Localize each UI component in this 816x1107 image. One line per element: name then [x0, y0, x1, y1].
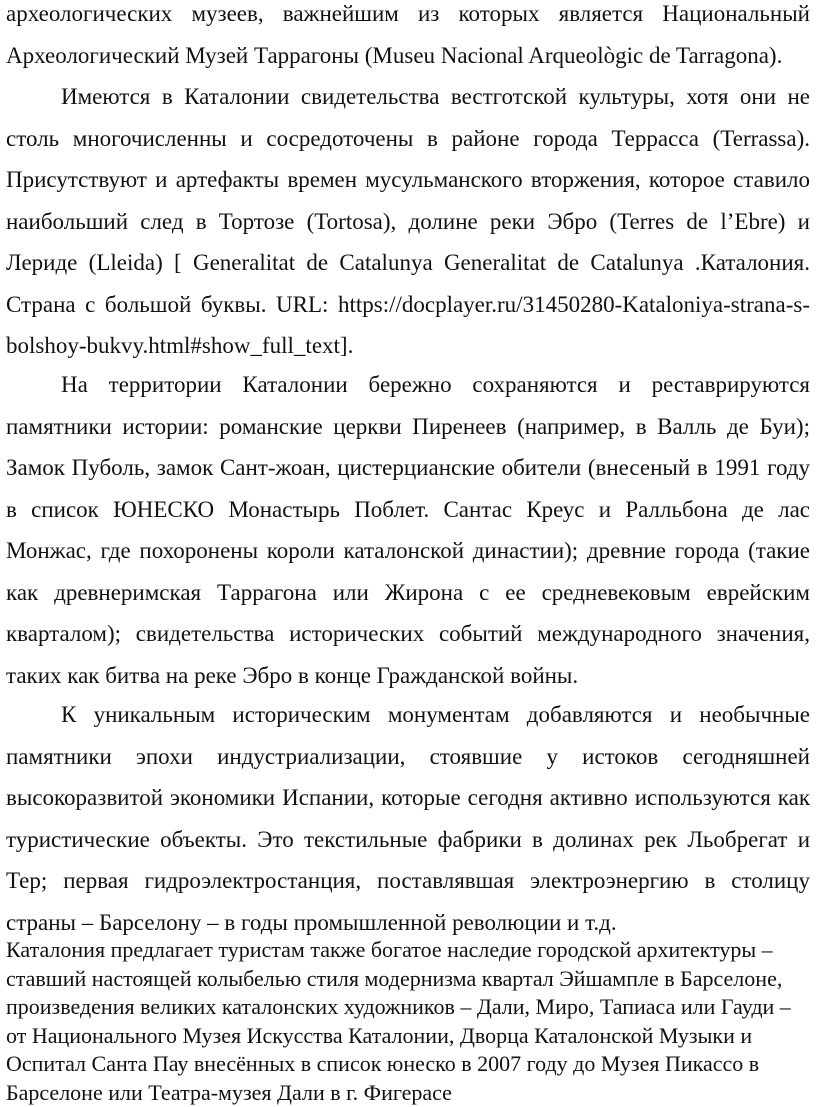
paragraph-visigothic: Имеются в Каталонии свидетельства вестготской культуры, хотя они не столь многочисленны и сосредоточены в районе города Террасса (Terrassa). Присутствуют и артефакты времен мусульманского вторжения, которое ставило наибольший след в Тортозе (Tortosa), долине реки Эбро (Terres de l’Ebre) и Лериде (Lleida) [ Generalitat de Catalunya Generalitat de Catalunya .Каталония. Страна с большой буквы. URL: https://docplayer.ru/31450280-Kataloniya-strana-s-bolshoy-bukvy.html#show_full_text].: [6, 84, 810, 358]
paragraph-architecture: Каталония предлагает туристам также богатое наследие городской архитектуры – ставший настоящей колыбелью стиля модернизма квартал Эйшампле в Барселоне, произведения великих каталонских художников – Дали, Миро, Тапиаса или Гауди – от Национального Музея Искусства Каталонии, Дворца Каталонской Музыки и Оспитал Санта Пау внесённых в список юнеско в 2007 году до Музея Пикассо в Барселоне или Театра-музея Дали в г. Фигерасе: [6, 937, 791, 1105]
paragraph-industrial: К уникальным историческим монументам добавляются и необычные памятники эпохи индустриализации, стоявшие у истоков сегодняшней высокоразвитой экономики Испании, которые сегодня активно используются как туристические объекты. Это текстильные фабрики в долинах рек Льобрегат и Тер; первая гидроэлектростанция, поставлявшая электроэнергию в столицу страны – Барселону – в годы промышленной революции и т.д.: [6, 702, 810, 935]
paragraph-continuation: археологических музеев, важнейшим из которых является Национальный Археологический Музей Таррагоны (Museu Nacional Arqueològic de Tarragona).: [6, 1, 810, 68]
paragraph-monuments: На территории Каталонии бережно сохраняются и реставрируются памятники истории: романские церкви Пиренеев (например, в Валль де Буи); Замок Пуболь, замок Сант-жоан, цистерцианские обители (внесеный в 1991 году в список ЮНЕСКО Монастырь Поблет. Сантас Креус и Ралльбона де лас Монжас, где похоронены короли каталонской династии); древние города (такие как древнеримская Таррагона или Жирона с ее средневековым еврейским кварталом); свидетельства исторических событий международного значения, таких как битва на реке Эбро в конце Гражданской войны.: [6, 372, 810, 688]
